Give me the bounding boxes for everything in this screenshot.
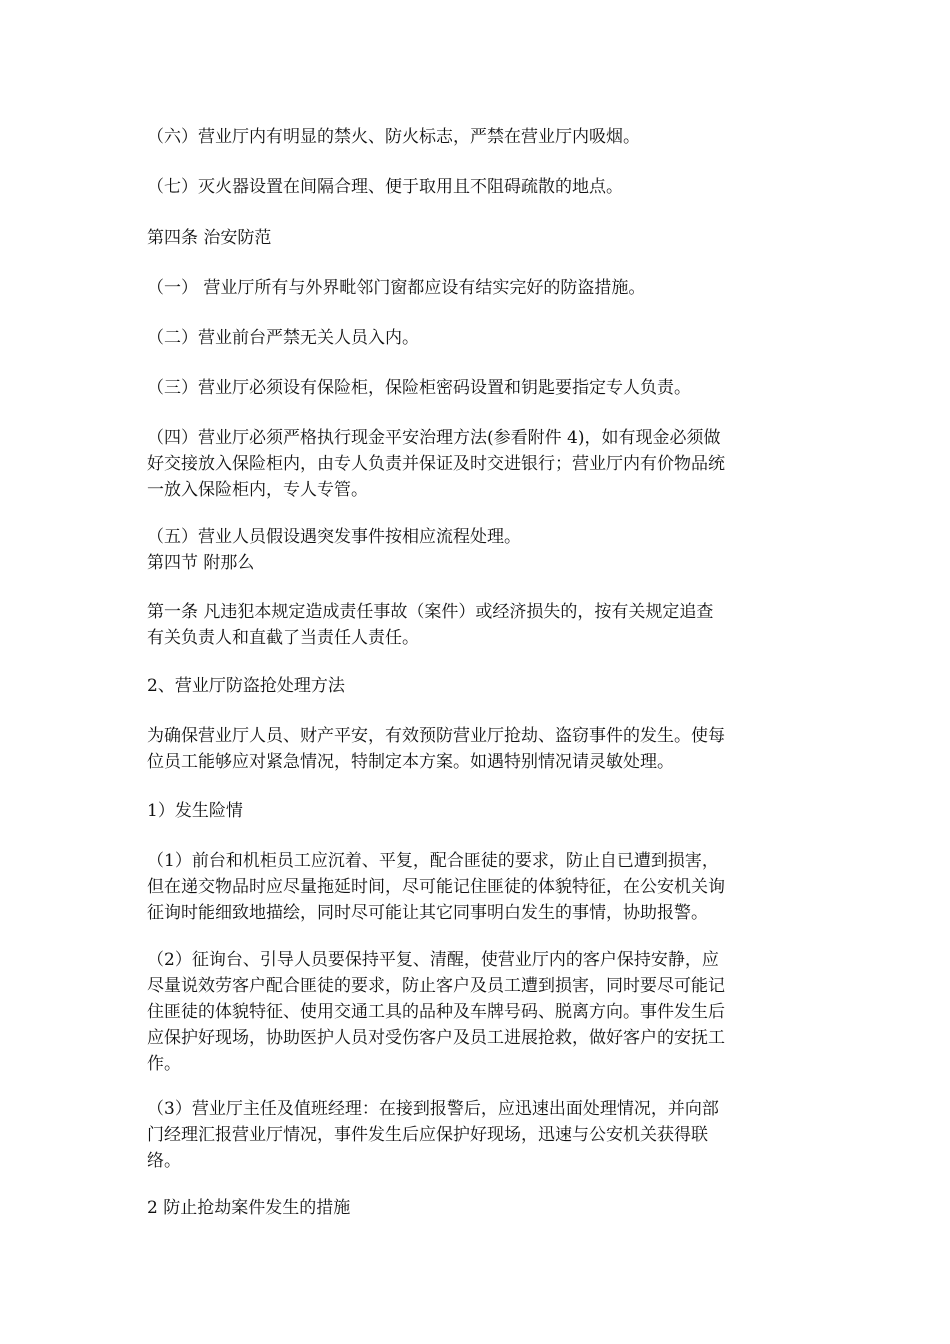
heading-line: 第四条 治安防范 — [147, 228, 272, 248]
paragraph-purpose — [147, 723, 813, 775]
paragraph-extinguisher — [147, 174, 813, 200]
paragraph-windows — [147, 275, 813, 301]
text-line: （四）营业厅必须严格执行现金平安治理方法(参看附件 4)，如有现金必须做 — [147, 428, 721, 448]
text-line: （一） 营业厅所有与外界毗邻门窗都应设有结实完好的防盗措施。 — [147, 278, 646, 298]
text-line: 征询时能细致地描绘，同时尽可能让其它同事明白发生的事情，协助报警。 — [147, 903, 708, 923]
text-line: （2）征询台、引导人员要保持平复、清醒，使营业厅内的客户保持安静，应 — [147, 950, 719, 970]
paragraph-emergency — [147, 524, 813, 576]
paragraph-cash — [147, 425, 813, 503]
paragraph-fire-sign — [147, 124, 813, 150]
paragraph-front-desk — [147, 325, 813, 351]
text-line: 第一条 凡违犯本规定造成责任事故（案件）或经济损失的，按有关规定追查 — [147, 602, 714, 622]
text-line: 尽量说效劳客户配合匪徒的要求，防止客户及员工遭到损害，同时要尽可能记 — [147, 976, 725, 996]
text-line: （二）营业前台严禁无关人员入内。 — [147, 328, 419, 348]
text-line: 有关负责人和直截了当责任人责任。 — [147, 628, 419, 648]
section-heading-anti-robbery — [147, 673, 813, 699]
paragraph-manager-response — [147, 1096, 813, 1174]
text-line: 应保护好现场，协助医护人员对受伤客户及员工进展抢救，做好客户的安抚工 — [147, 1028, 725, 1048]
text-line: （七）灭火器设置在间隔合理、便于取用且不阻碍疏散的地点。 — [147, 177, 623, 197]
paragraph-guide-response — [147, 947, 813, 1077]
section-heading-prevention — [147, 1195, 813, 1221]
text-line: 位员工能够应对紧急情况，特制定本方案。如遇特别情况请灵敏处理。 — [147, 752, 674, 772]
text-line: 络。 — [147, 1151, 181, 1171]
paragraph-staff-response — [147, 848, 813, 926]
text-line: （六）营业厅内有明显的禁火、防火标志，严禁在营业厅内吸烟。 — [147, 127, 640, 147]
text-line: 住匪徒的体貌特征、使用交通工具的品种及车牌号码、脱离方向。事件发生后 — [147, 1002, 725, 1022]
heading-line: 第四节 附那么 — [147, 553, 255, 573]
text-line: 好交接放入保险柜内，由专人负责并保证及时交进银行；营业厅内有价物品统 — [147, 454, 725, 474]
section-heading-danger — [147, 798, 813, 824]
text-line: 为确保营业厅人员、财产平安，有效预防营业厅抢劫、盗窃事件的发生。使每 — [147, 726, 725, 746]
text-line: （五）营业人员假设遇突发事件按相应流程处理。 — [147, 527, 521, 547]
heading-line: 2、营业厅防盗抢处理方法 — [147, 676, 345, 696]
heading-line: 2 防止抢劫案件发生的措施 — [147, 1198, 351, 1218]
text-line: 一放入保险柜内，专人专管。 — [147, 480, 368, 500]
heading-line: 1）发生险情 — [147, 801, 243, 821]
text-line: 作。 — [147, 1054, 181, 1074]
paragraph-safe — [147, 375, 813, 401]
section-heading-security — [147, 225, 813, 251]
text-line: （三）营业厅必须设有保险柜，保险柜密码设置和钥匙要指定专人负责。 — [147, 378, 691, 398]
text-line: （1）前台和机柜员工应沉着、平复，配合匪徒的要求，防止自已遭到损害， — [147, 851, 719, 871]
paragraph-liability — [147, 599, 813, 651]
text-line: （3）营业厅主任及值班经理：在接到报警后，应迅速出面处理情况，并向部 — [147, 1099, 719, 1119]
text-line: 但在递交物品时应尽量拖延时间，尽可能记住匪徒的体貌特征，在公安机关询 — [147, 877, 725, 897]
text-line: 门经理汇报营业厅情况，事件发生后应保护好现场，迅速与公安机关获得联 — [147, 1125, 708, 1145]
